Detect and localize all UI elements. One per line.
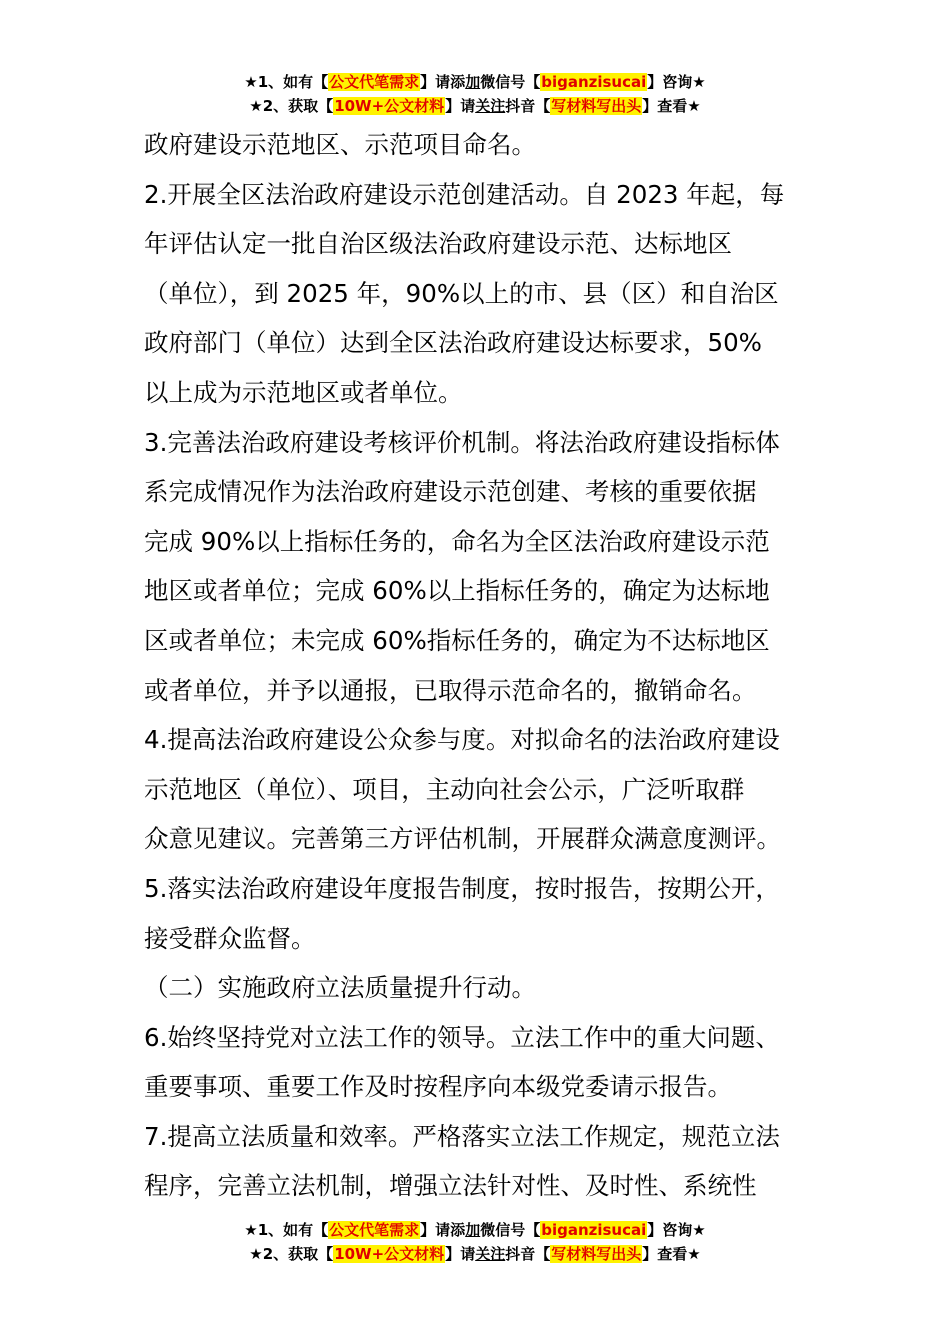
banner-text: ★1、如有【 xyxy=(244,73,329,91)
body-line: 6.始终坚持党对立法工作的领导。立法工作中的重大问题、 xyxy=(144,1022,780,1052)
footer-banner xyxy=(0,1218,950,1266)
body-line: 接受群众监督。 xyxy=(144,923,316,953)
body-line: 地区或者单位；完成 60%以上指标任务的，确定为达标地 xyxy=(144,576,770,606)
douyin-account-highlight: 写材料写出头 xyxy=(551,1245,642,1263)
body-line: 重要事项、重要工作及时按程序向本级党委请示报告。 xyxy=(144,1072,732,1102)
banner-text: ★2、获取【 xyxy=(249,1245,334,1263)
banner-text: ★2、获取【 xyxy=(249,97,334,115)
banner-text: 抖音【 xyxy=(505,1245,551,1263)
document-body xyxy=(144,120,808,1211)
banner-text: 】查看★ xyxy=(642,97,701,115)
section-heading: （二）实施政府立法质量提升行动。 xyxy=(144,973,536,1003)
banner-text: 】查看★ xyxy=(642,1245,701,1263)
underlined-text: 关注 xyxy=(475,1245,506,1263)
banner-line-2 xyxy=(0,1242,950,1266)
body-line: 完成 90%以上指标任务的，命名为全区法治政府建设示范 xyxy=(144,526,770,556)
body-line: 2.开展全区法治政府建设示范创建活动。自 2023 年起，每 xyxy=(144,179,785,209)
highlight-text: 10W+公文材料 xyxy=(334,97,445,115)
banner-text: 】请添 xyxy=(420,73,466,91)
banner-line-1 xyxy=(0,70,950,94)
douyin-account-highlight: 写材料写出头 xyxy=(551,97,642,115)
banner-line-2 xyxy=(0,94,950,118)
body-line: 政府部门（单位）达到全区法治政府建设达标要求，50% xyxy=(144,328,762,358)
banner-text: 】请 xyxy=(445,1245,476,1263)
banner-text: 】咨询★ xyxy=(647,1221,706,1239)
body-line: 众意见建议。完善第三方评估机制，开展群众满意度测评。 xyxy=(144,824,781,854)
banner-text: ★1、如有【 xyxy=(244,1221,329,1239)
highlight-text: 公文代笔需求 xyxy=(329,73,420,91)
body-line: 或者单位，并予以通报，已取得示范命名的，撤销命名。 xyxy=(144,675,757,705)
body-line: 年评估认定一批自治区级法治政府建设示范、达标地区 xyxy=(144,229,732,259)
banner-text: 】请添 xyxy=(420,1221,466,1239)
body-line: 5.落实法治政府建设年度报告制度，按时报告，按期公开， xyxy=(144,873,780,903)
body-line: 区或者单位；未完成 60%指标任务的，确定为不达标地区 xyxy=(144,625,770,655)
banner-text: 】请 xyxy=(445,97,476,115)
wechat-id-highlight: biganzisucai xyxy=(541,73,647,91)
highlight-text: 公文代笔需求 xyxy=(329,1221,420,1239)
body-line: 系完成情况作为法治政府建设示范创建、考核的重要依据 xyxy=(144,477,757,507)
body-line: 程序，完善立法机制，增强立法针对性、及时性、系统性 xyxy=(144,1171,757,1201)
banner-line-1 xyxy=(0,1218,950,1242)
body-line: 4.提高法治政府建设公众参与度。对拟命名的法治政府建设 xyxy=(144,725,780,755)
highlight-text: 10W+公文材料 xyxy=(334,1245,445,1263)
banner-text: 微信号【 xyxy=(480,73,541,91)
banner-text: 】咨询★ xyxy=(647,73,706,91)
body-line: 3.完善法治政府建设考核评价机制。将法治政府建设指标体 xyxy=(144,427,780,457)
wechat-id-highlight: biganzisucai xyxy=(541,1221,647,1239)
underlined-text: 加 xyxy=(465,73,481,91)
body-line: 政府建设示范地区、示范项目命名。 xyxy=(144,130,536,159)
banner-text: 抖音【 xyxy=(505,97,551,115)
underlined-text: 关注 xyxy=(475,97,506,115)
underlined-text: 加 xyxy=(465,1221,481,1239)
header-banner xyxy=(0,70,950,118)
body-line: （单位），到 2025 年，90%以上的市、县（区）和自治区 xyxy=(144,278,779,308)
body-line: 以上成为示范地区或者单位。 xyxy=(144,377,463,407)
body-line: 7.提高立法质量和效率。严格落实立法工作规定，规范立法 xyxy=(144,1121,780,1151)
banner-text: 微信号【 xyxy=(480,1221,541,1239)
body-line: 示范地区（单位）、项目，主动向社会公示，广泛听取群 xyxy=(144,774,745,804)
